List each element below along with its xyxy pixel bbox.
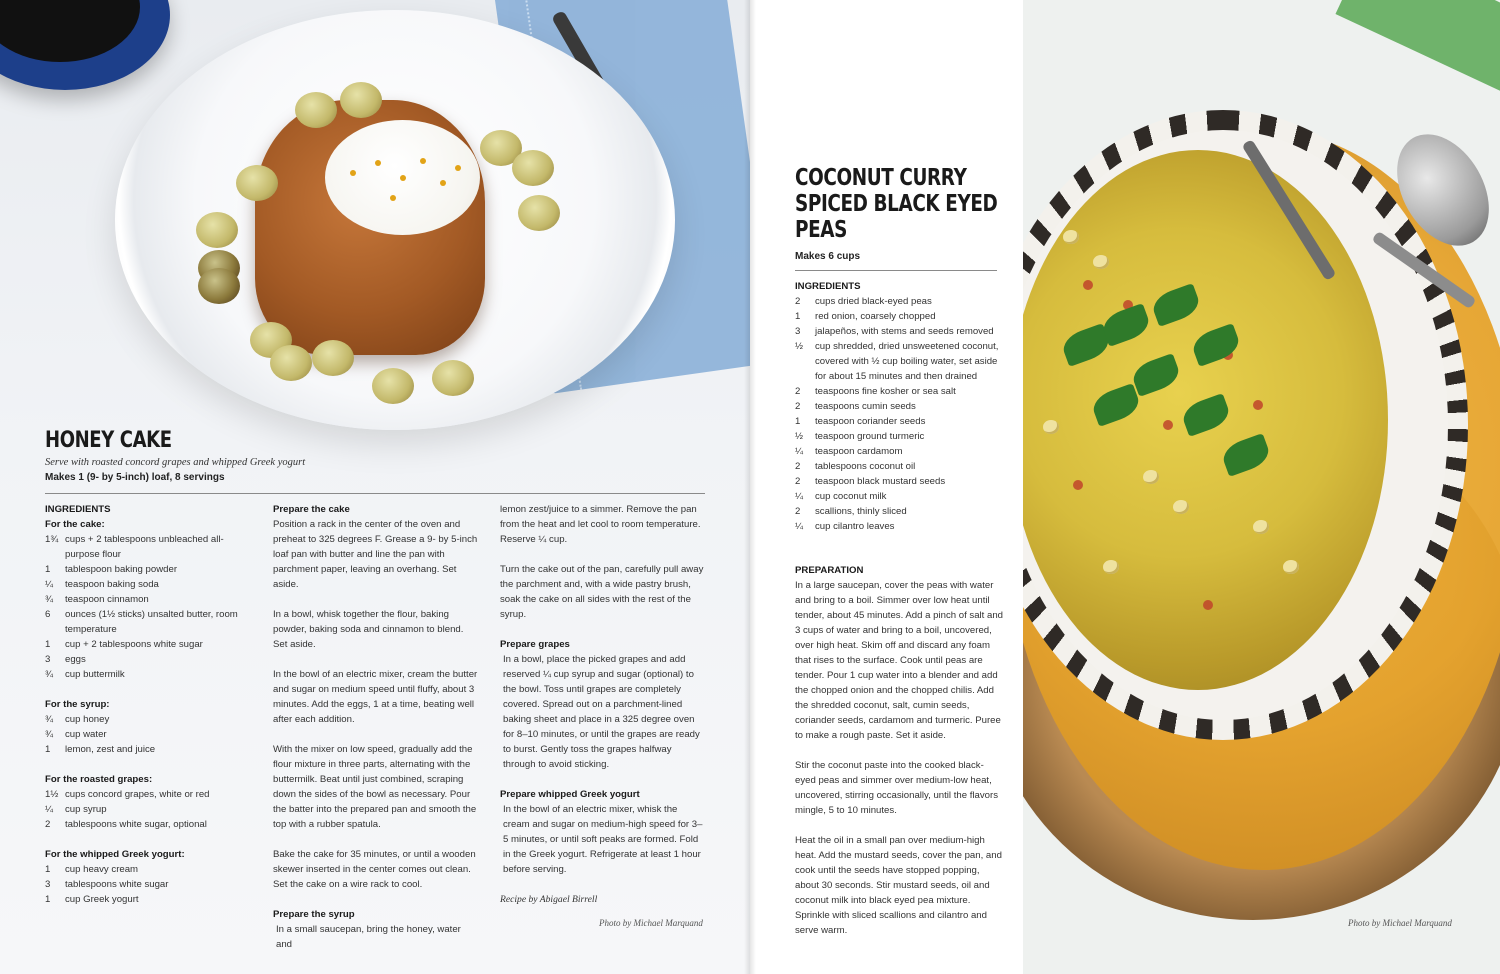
ingredient-text: teaspoon ground turmeric — [815, 431, 925, 442]
ingredient-text: teaspoon cardamom — [815, 446, 903, 457]
ingredient-text: tablespoon baking powder — [65, 564, 178, 575]
ingredient-text: red onion, coarsely chopped — [815, 311, 936, 322]
ingredient-item — [45, 802, 245, 817]
bee-pollen — [420, 158, 426, 164]
paprika-sprinkle — [1253, 400, 1263, 410]
roasted-grape — [270, 345, 312, 381]
ingredient-text: cup Greek yogurt — [65, 894, 139, 905]
ingredient-qty: 1½ — [45, 789, 59, 800]
ingredient-qty: ½ — [795, 341, 804, 352]
ingredient-text: ounces (1½ sticks) unsalted butter, room temperature — [65, 609, 238, 635]
photo-credit: Photo by Michael Marquand — [599, 918, 703, 928]
ingredient-item — [795, 459, 1005, 474]
ingredient-text: jalapeños, with stems and seeds removed — [815, 326, 994, 337]
paprika-sprinkle — [1073, 480, 1083, 490]
step-paragraph: Position a rack in the center of the oven and preheat to 325 degrees F. Grease a 9- by 5-inch loaf pan with butter and line the pan with parchment paper, leaving an overhang. Set aside. — [273, 519, 478, 590]
black-eyed-pea — [1063, 230, 1079, 244]
black-eyed-pea — [1283, 560, 1299, 574]
ingredient-text: teaspoon black mustard seeds — [815, 476, 946, 487]
step-paragraph: lemon zest/juice to a simmer. Remove the pan from the heat and let cool to room temperature. Reserve ¼ cup. — [500, 504, 701, 545]
roasted-grape — [512, 150, 554, 186]
step-paragraph: Bake the cake for 35 minutes, or until a wooden skewer inserted in the center comes out clean. Set the cake on a wire rack to cool. — [273, 849, 476, 890]
ingredient-item — [795, 384, 1005, 399]
divider — [45, 493, 705, 494]
ingredient-text: lemon, zest and juice — [65, 744, 156, 755]
ingredient-qty: 1 — [45, 744, 51, 755]
ingredient-item — [45, 787, 245, 802]
page-gutter — [744, 0, 756, 974]
ingredient-qty: 1 — [45, 564, 51, 575]
ingredient-qty: ¼ — [795, 491, 804, 502]
ingredient-item — [795, 294, 1005, 309]
roasted-grape — [518, 195, 560, 231]
ingredient-text: teaspoon baking soda — [65, 579, 159, 590]
ingredient-qty: ¼ — [45, 804, 54, 815]
ingredient-item — [795, 474, 1005, 489]
ingredient-item — [45, 667, 245, 682]
ingredient-item — [45, 532, 245, 562]
ingredient-item — [795, 429, 1005, 444]
ingredient-item — [795, 399, 1005, 414]
ingredients-column — [795, 279, 1005, 534]
recipe-yield: Makes 1 (9- by 5-inch) loaf, 8 servings — [45, 472, 225, 483]
group-heading: For the whipped Greek yogurt: — [45, 849, 185, 860]
ingredient-item — [45, 562, 245, 577]
step-heading: Prepare the syrup — [273, 909, 355, 920]
ingredient-text: teaspoons cumin seeds — [815, 401, 916, 412]
recipe-title: COCONUT CURRY SPICED BLACK EYED PEAS — [795, 165, 998, 243]
ingredient-text: cups dried black-eyed peas — [815, 296, 932, 307]
preparation-column — [795, 563, 1003, 953]
ingredient-text: cup syrup — [65, 804, 107, 815]
group-heading: For the roasted grapes: — [45, 774, 153, 785]
ingredient-text: teaspoons fine kosher or sea salt — [815, 386, 956, 397]
green-glass — [1335, 0, 1500, 99]
ingredient-qty: ¾ — [45, 729, 54, 740]
step-paragraph: In the bowl of an electric mixer, cream the butter and sugar on medium speed until fluffy, about 3 minutes. Add the eggs, 1 at a time, beating well after each addition. — [273, 669, 478, 725]
black-eyed-pea — [1143, 470, 1159, 484]
ingredient-text: cup coconut milk — [815, 491, 887, 502]
roasted-grape — [340, 82, 382, 118]
bee-pollen — [400, 175, 406, 181]
ingredient-item — [45, 592, 245, 607]
ingredients-heading: INGREDIENTS — [795, 281, 861, 292]
ingredient-item — [45, 817, 245, 832]
step-paragraph: In a large saucepan, cover the peas with water and bring to a boil. Simmer over low heat until tender, about 45 minutes. Add a pinch of salt and 3 cups of water and bring to a boil, uncovered, over high heat. Skim off and discard any foam that rises to the surface. Cook until peas are tender. Pour 1 cup water into a blender and add the chopped onion and the chopped chilis. Add the shredded coconut, salt, cumin seeds, coriander seeds, cardamom and turmeric. Puree to make a rough paste. Set it aside. — [795, 580, 1004, 741]
ingredient-text: cup buttermilk — [65, 669, 125, 680]
ingredient-item — [795, 519, 1005, 534]
ingredient-item — [795, 504, 1005, 519]
right-page — [750, 0, 1500, 974]
ingredient-text: cup heavy cream — [65, 864, 139, 875]
ingredient-item — [45, 607, 245, 637]
ingredients-column — [45, 502, 245, 907]
ingredient-qty: ¾ — [45, 594, 54, 605]
ingredient-text: tablespoons white sugar, optional — [65, 819, 207, 830]
ingredient-text: tablespoons coconut oil — [815, 461, 916, 472]
paprika-sprinkle — [1203, 600, 1213, 610]
ingredient-item — [45, 652, 245, 667]
photo-credit: Photo by Michael Marquand — [1348, 918, 1452, 928]
ingredient-qty: 2 — [795, 476, 801, 487]
step-paragraph: In a bowl, whisk together the flour, baking powder, baking soda and cinnamon to blend. Set aside. — [273, 609, 464, 650]
roasted-grape — [196, 212, 238, 248]
ingredient-qty: ½ — [795, 431, 804, 442]
ingredient-text: scallions, thinly sliced — [815, 506, 907, 517]
ingredient-item — [45, 862, 245, 877]
ingredient-item — [795, 414, 1005, 429]
recipe-subtitle: Serve with roasted concord grapes and whipped Greek yogurt — [45, 457, 306, 468]
ingredient-item — [45, 892, 245, 907]
ingredient-qty: 3 — [45, 879, 51, 890]
roasted-grape — [295, 92, 337, 128]
recipe-title: HONEY CAKE — [45, 428, 172, 453]
paprika-sprinkle — [1163, 420, 1173, 430]
paprika-sprinkle — [1083, 280, 1093, 290]
black-eyed-pea — [1043, 420, 1059, 434]
bee-pollen — [390, 195, 396, 201]
group-heading: For the syrup: — [45, 699, 110, 710]
divider — [795, 270, 997, 271]
ingredient-qty: 2 — [795, 461, 801, 472]
bee-pollen — [375, 160, 381, 166]
step-paragraph: In a small saucepan, bring the honey, water and — [276, 924, 461, 950]
bee-pollen — [455, 165, 461, 171]
preparation-heading: PREPARATION — [795, 565, 864, 576]
ingredient-qty: ¼ — [45, 579, 54, 590]
ingredient-text: teaspoon cinnamon — [65, 594, 149, 605]
ingredient-item — [795, 309, 1005, 324]
ingredient-text: teaspoon coriander seeds — [815, 416, 926, 427]
coffee-cup — [0, 0, 170, 90]
step-paragraph: In the bowl of an electric mixer, whisk the cream and sugar on medium-high speed for 3–5 minutes, or until soft peaks are formed. Fold in the Greek yogurt. Refrigerate at least 1 hour before serving. — [503, 804, 703, 875]
group-heading: For the cake: — [45, 519, 105, 530]
ingredient-text: cup honey — [65, 714, 110, 725]
ingredient-qty: 1 — [45, 894, 51, 905]
ingredient-qty: ¾ — [45, 714, 54, 725]
ingredient-text: cup water — [65, 729, 107, 740]
ingredient-item — [45, 742, 245, 757]
ingredient-text: cup + 2 tablespoons white sugar — [65, 639, 203, 650]
curry-photo — [1023, 0, 1500, 974]
black-eyed-pea — [1173, 500, 1189, 514]
roasted-grape — [198, 268, 240, 304]
honey-cake-photo — [0, 0, 750, 420]
bee-pollen — [440, 180, 446, 186]
step-paragraph: In a bowl, place the picked grapes and add reserved ¼ cup syrup and sugar (optional) to the bowl. Toss until grapes are completely covered. Spread out on a parchment-lined baking sheet and place in a 325 degree oven for 8–10 minutes, or until the grapes are ready to burst. Gently toss the grapes halfway through to avoid sticking. — [503, 654, 700, 770]
ingredient-text: tablespoons white sugar — [65, 879, 169, 890]
directions-column-2 — [500, 502, 706, 907]
ingredient-text: cup cilantro leaves — [815, 521, 895, 532]
step-heading: Prepare whipped Greek yogurt — [500, 789, 640, 800]
ingredient-qty: 1 — [45, 639, 51, 650]
ingredient-qty: 1 — [795, 416, 801, 427]
ingredient-qty: ¼ — [795, 446, 804, 457]
step-paragraph: Heat the oil in a small pan over medium-high heat. Add the mustard seeds, cover the pan, and cook until the seeds have stopped popping, about 30 seconds. Stir mustard seeds, oil and coconut milk into black eyed pea mixture. Sprinkle with sliced scallions and cilantro and serve warm. — [795, 835, 1002, 936]
ingredient-qty: 1¾ — [45, 534, 59, 545]
ingredient-qty: ¼ — [795, 521, 804, 532]
ingredient-text: cup shredded, dried unsweetened coconut, covered with ½ cup boiling water, set aside for about 15 minutes and then drained — [815, 341, 999, 382]
ingredient-qty: 2 — [795, 401, 801, 412]
ingredient-item — [45, 877, 245, 892]
black-eyed-pea — [1103, 560, 1119, 574]
ingredient-item — [795, 444, 1005, 459]
ingredient-qty: 2 — [45, 819, 51, 830]
ingredient-item — [45, 577, 245, 592]
roasted-grape — [312, 340, 354, 376]
ingredient-text: cups + 2 tablespoons unbleached all-purpose flour — [65, 534, 224, 560]
directions-column-1 — [273, 502, 479, 952]
step-paragraph: Turn the cake out of the pan, carefully pull away the parchment and, with a wide pastry brush, soak the cake on all sides with the rest of the syrup. — [500, 564, 704, 620]
ingredient-qty: 1 — [45, 864, 51, 875]
roasted-grape — [432, 360, 474, 396]
ingredient-text: cups concord grapes, white or red — [65, 789, 210, 800]
ingredient-item — [795, 489, 1005, 504]
step-heading: Prepare the cake — [273, 504, 350, 515]
roasted-grape — [372, 368, 414, 404]
ingredient-qty: 6 — [45, 609, 51, 620]
roasted-grape — [236, 165, 278, 201]
black-eyed-pea — [1253, 520, 1269, 534]
recipe-author: Recipe by Abigael Birrell — [500, 894, 598, 905]
step-paragraph: Stir the coconut paste into the cooked black-eyed peas and simmer over medium-low heat, uncovered, stirring occasionally, until the flavors mingle, 5 to 10 minutes. — [795, 760, 998, 816]
ingredient-qty: 2 — [795, 506, 801, 517]
ingredient-item — [45, 712, 245, 727]
step-paragraph: With the mixer on low speed, gradually add the flour mixture in three parts, alternating with the buttermilk. Beat until just combined, scraping down the sides of the bowl as necessary. Pour the batter into the prepared pan and smooth the top with a rubber spatula. — [273, 744, 477, 830]
ingredient-text: eggs — [65, 654, 86, 665]
ingredient-qty: 2 — [795, 386, 801, 397]
ingredient-item — [795, 339, 1005, 384]
step-heading: Prepare grapes — [500, 639, 570, 650]
ingredient-qty: 1 — [795, 311, 801, 322]
ingredient-item — [795, 324, 1005, 339]
ingredient-item — [45, 637, 245, 652]
ingredient-qty: 2 — [795, 296, 801, 307]
ingredient-qty: 3 — [795, 326, 801, 337]
recipe-yield: Makes 6 cups — [795, 251, 861, 262]
ingredient-qty: ¾ — [45, 669, 54, 680]
ingredient-qty: 3 — [45, 654, 51, 665]
ingredients-heading: INGREDIENTS — [45, 504, 111, 515]
black-eyed-pea — [1093, 255, 1109, 269]
ingredient-item — [45, 727, 245, 742]
bee-pollen — [350, 170, 356, 176]
